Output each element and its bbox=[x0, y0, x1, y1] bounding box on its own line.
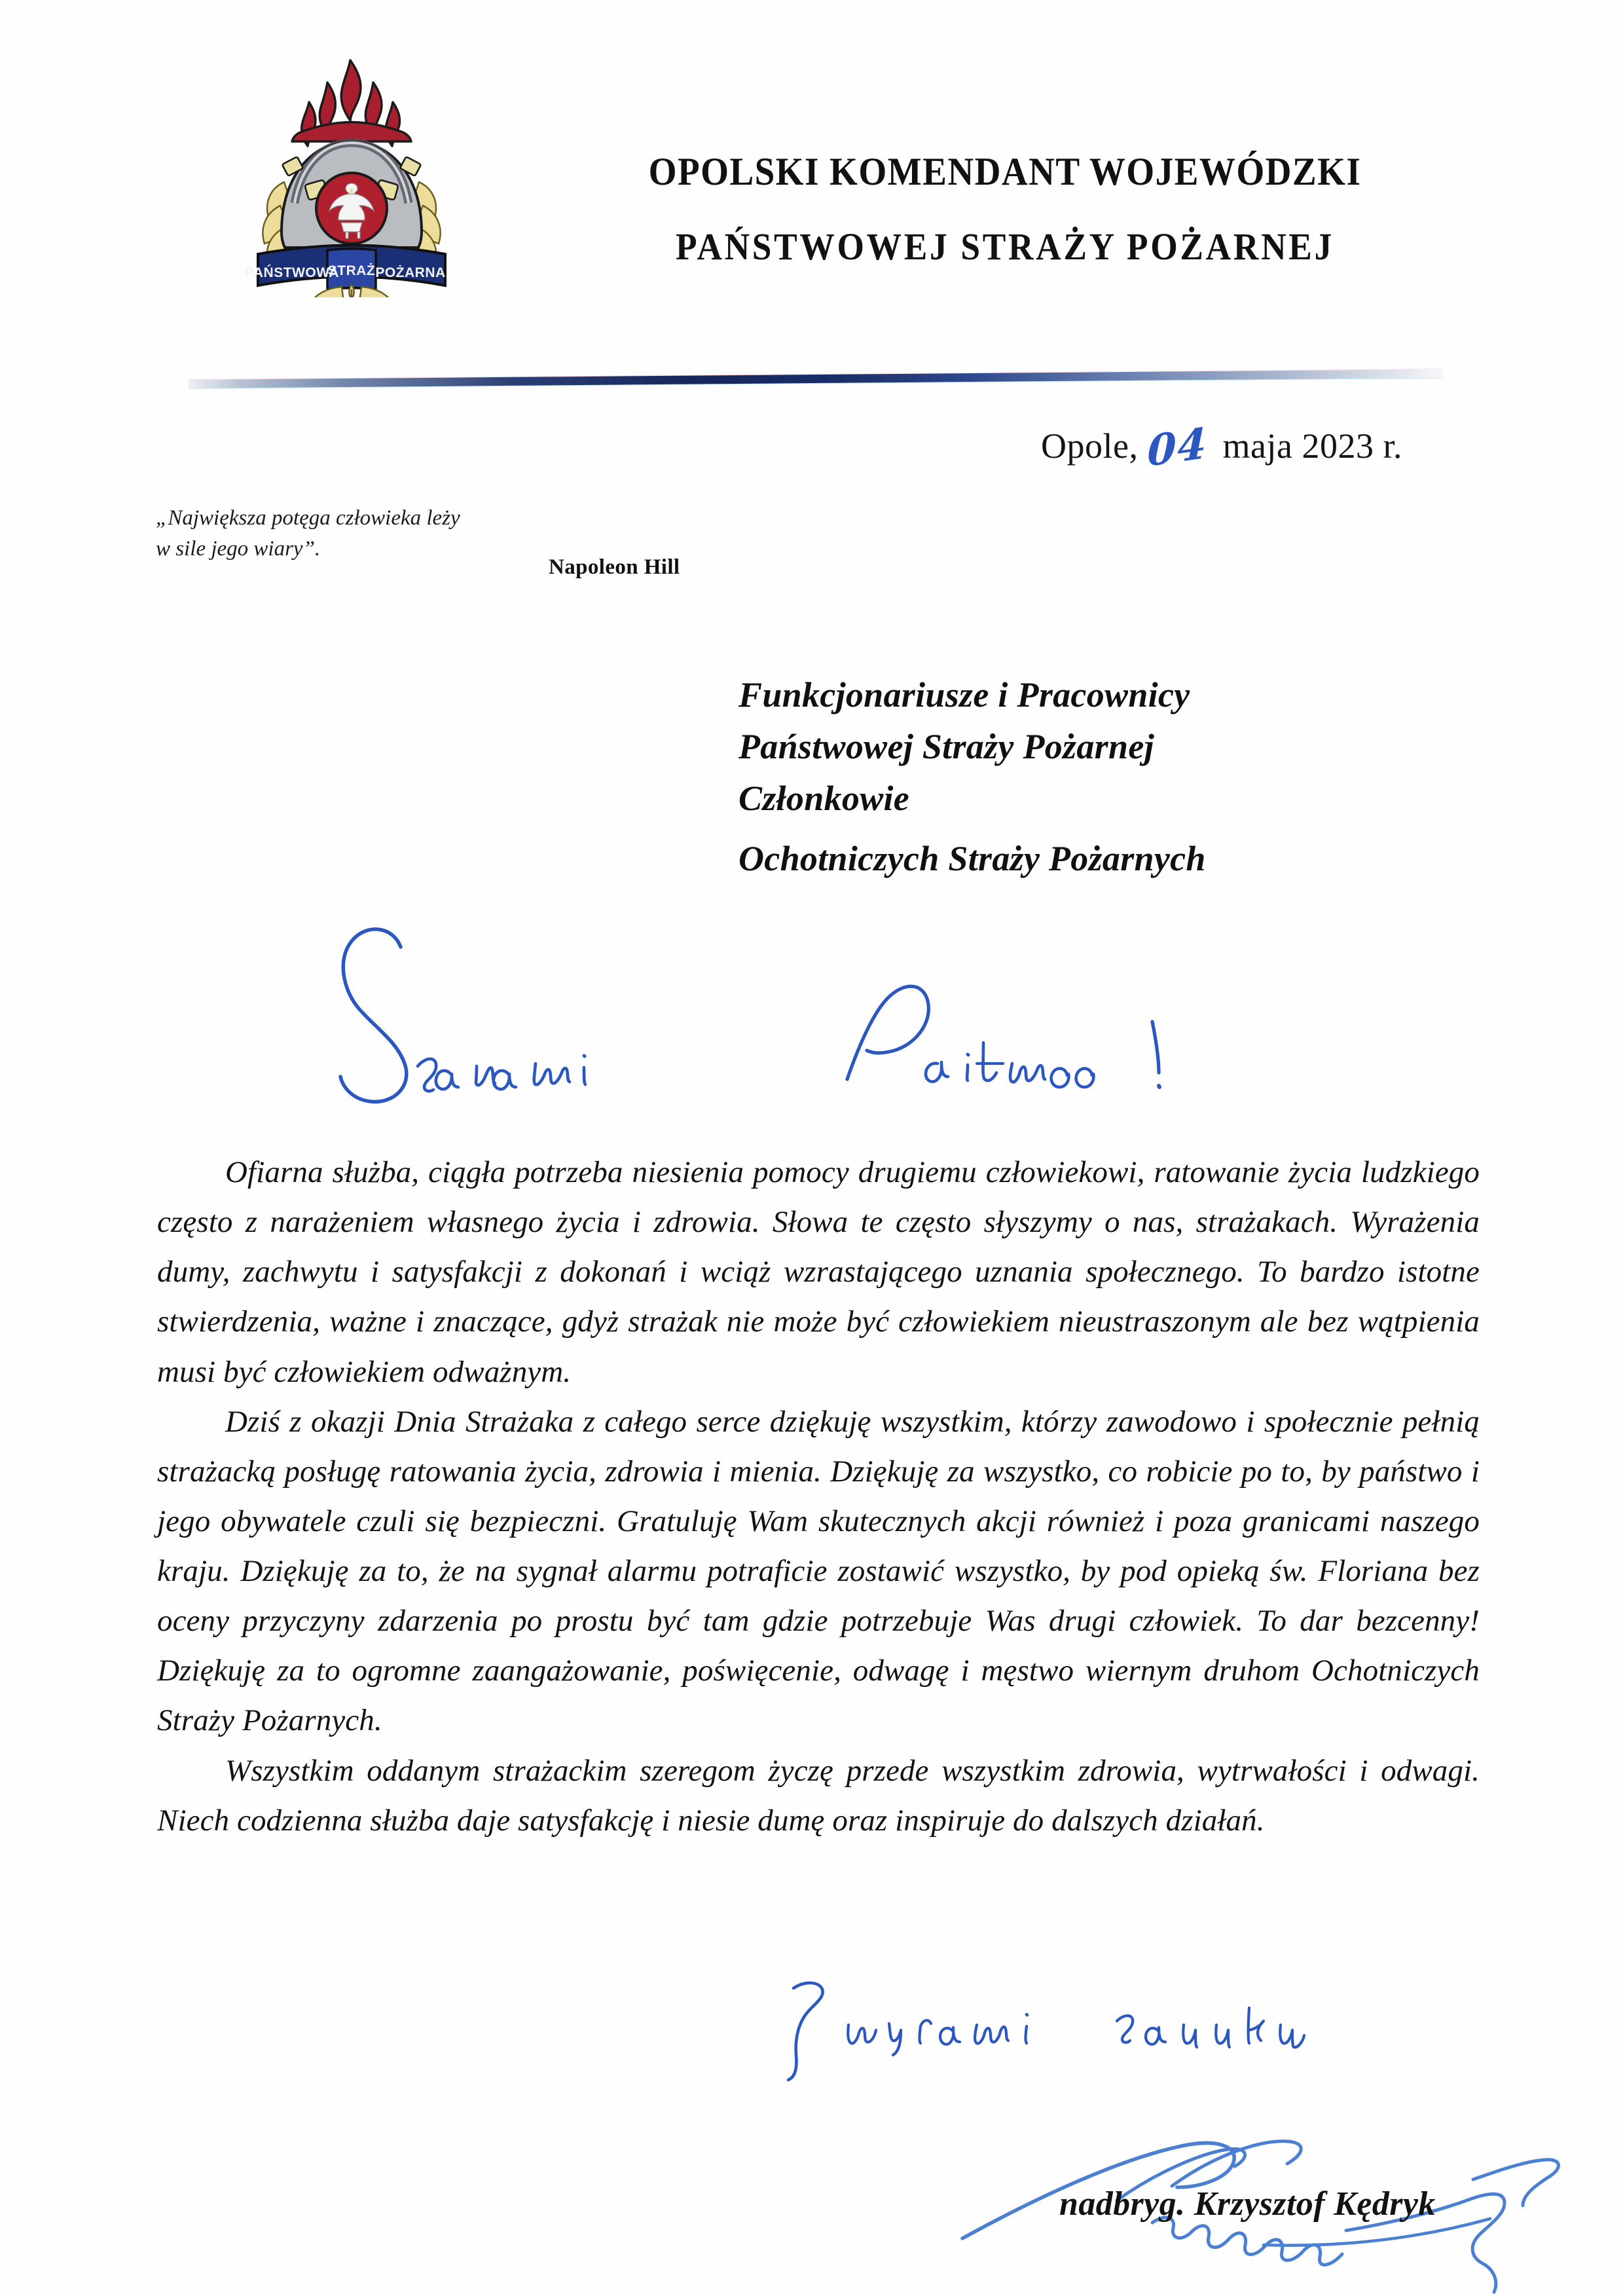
panstwowa-straz-pozarna-emblem-icon bbox=[244, 54, 460, 297]
addressee-line-4: Ochotniczych Straży Pożarnych bbox=[739, 839, 1206, 879]
addressee-line-3: Członkowie bbox=[739, 778, 910, 818]
handwritten-salutation bbox=[249, 904, 1296, 1100]
header-title-line-1: OPOLSKI KOMENDANT WOJEWÓDZKI bbox=[648, 150, 1362, 193]
signature-block bbox=[956, 2114, 1597, 2284]
body-paragraph-3: Wszystkim oddanym strażackim szeregom życzę przede wszystkim zdrowia, wytrwałości i odwagi. Niech codzienna służba daje satysfakcję i niesie dumę oraz inspiruje do dalszych działań. bbox=[157, 1753, 1480, 1838]
letter-body bbox=[157, 1147, 1480, 1845]
epigraph-quote bbox=[156, 503, 562, 565]
handwritten-day: 04 bbox=[1147, 418, 1209, 477]
header-title-line-2: PAŃSTWOWEJ STRAŻY POŻARNEJ bbox=[676, 225, 1334, 268]
epigraph-line-2: w sile jego wiary”. bbox=[156, 536, 321, 561]
header-title-block bbox=[602, 152, 1408, 266]
letterhead bbox=[0, 39, 1623, 314]
addressee-block bbox=[739, 669, 1524, 885]
gradient-divider-bar bbox=[189, 369, 1443, 388]
epigraph-author: Napoleon Hill bbox=[549, 555, 680, 579]
svg-text:PAŃSTWOWA: PAŃSTWOWA bbox=[244, 265, 340, 280]
addressee-line-2: Państwowej Straży Pożarnej bbox=[739, 726, 1154, 766]
body-paragraph-1: Ofiarna służba, ciągła potrzeba niesienia pomocy drugiemu człowiekowi, ratowanie życia ludzkiego często z narażeniem własnego życia i zdrowia. Słowa te często słyszymy o nas, strażakach. Wyrażenia dumy, zachwytu i satysfakcji z dokonań i wciąż wzrastającego uznania społecznego. To bardzo istotne stwierdzenia, ważne i znaczące, gdyż strażak nie może być człowiekiem nieustraszonym ale bez wątpienia musi być człowiekiem odważnym. bbox=[157, 1155, 1480, 1389]
addressee-spacer bbox=[739, 824, 1524, 833]
body-paragraph-2: Dziś z okazji Dnia Strażaka z całego serce dziękuję wszystkim, którzy zawodowo i społecznie pełnią strażacką posługę ratowania życia, zdrowia i mienia. Dziękuję za wszystko, co robicie po to, by państwo i jego obywatele czuli się bezpieczni. Gratuluję Wam skutecznych akcji również i poza granicami naszego kraju. Dziękuję za to, że na sygnał alarmu potraficie zostawić wszystko, by pod opieką św. Floriana bez oceny przyczyny zdarzenia po prostu być tam gdzie potrzebuje Was drugi człowiek. To dar bezcenny! Dziękuję za to ogromne zaangażowanie, poświęcenie, odwagę i męstwo wiernym druhom Ochotniczych Straży Pożarnych. bbox=[157, 1404, 1480, 1738]
dateline-city: Opole, bbox=[1041, 426, 1139, 466]
svg-text:STRAŻ: STRAŻ bbox=[327, 263, 376, 278]
addressee-line-1: Funkcjonariusze i Pracownicy bbox=[739, 675, 1190, 714]
svg-text:POŻARNA: POŻARNA bbox=[375, 265, 446, 280]
signer-name: nadbryg. Krzysztof Kędryk bbox=[1059, 2185, 1436, 2223]
dateline-rest: maja 2023 r. bbox=[1222, 426, 1402, 466]
handwritten-closing bbox=[786, 1971, 1506, 2083]
dateline bbox=[1041, 418, 1402, 477]
epigraph-line-1: „Największa potęga człowieka leży bbox=[156, 506, 460, 530]
gradient-divider bbox=[189, 377, 1443, 394]
